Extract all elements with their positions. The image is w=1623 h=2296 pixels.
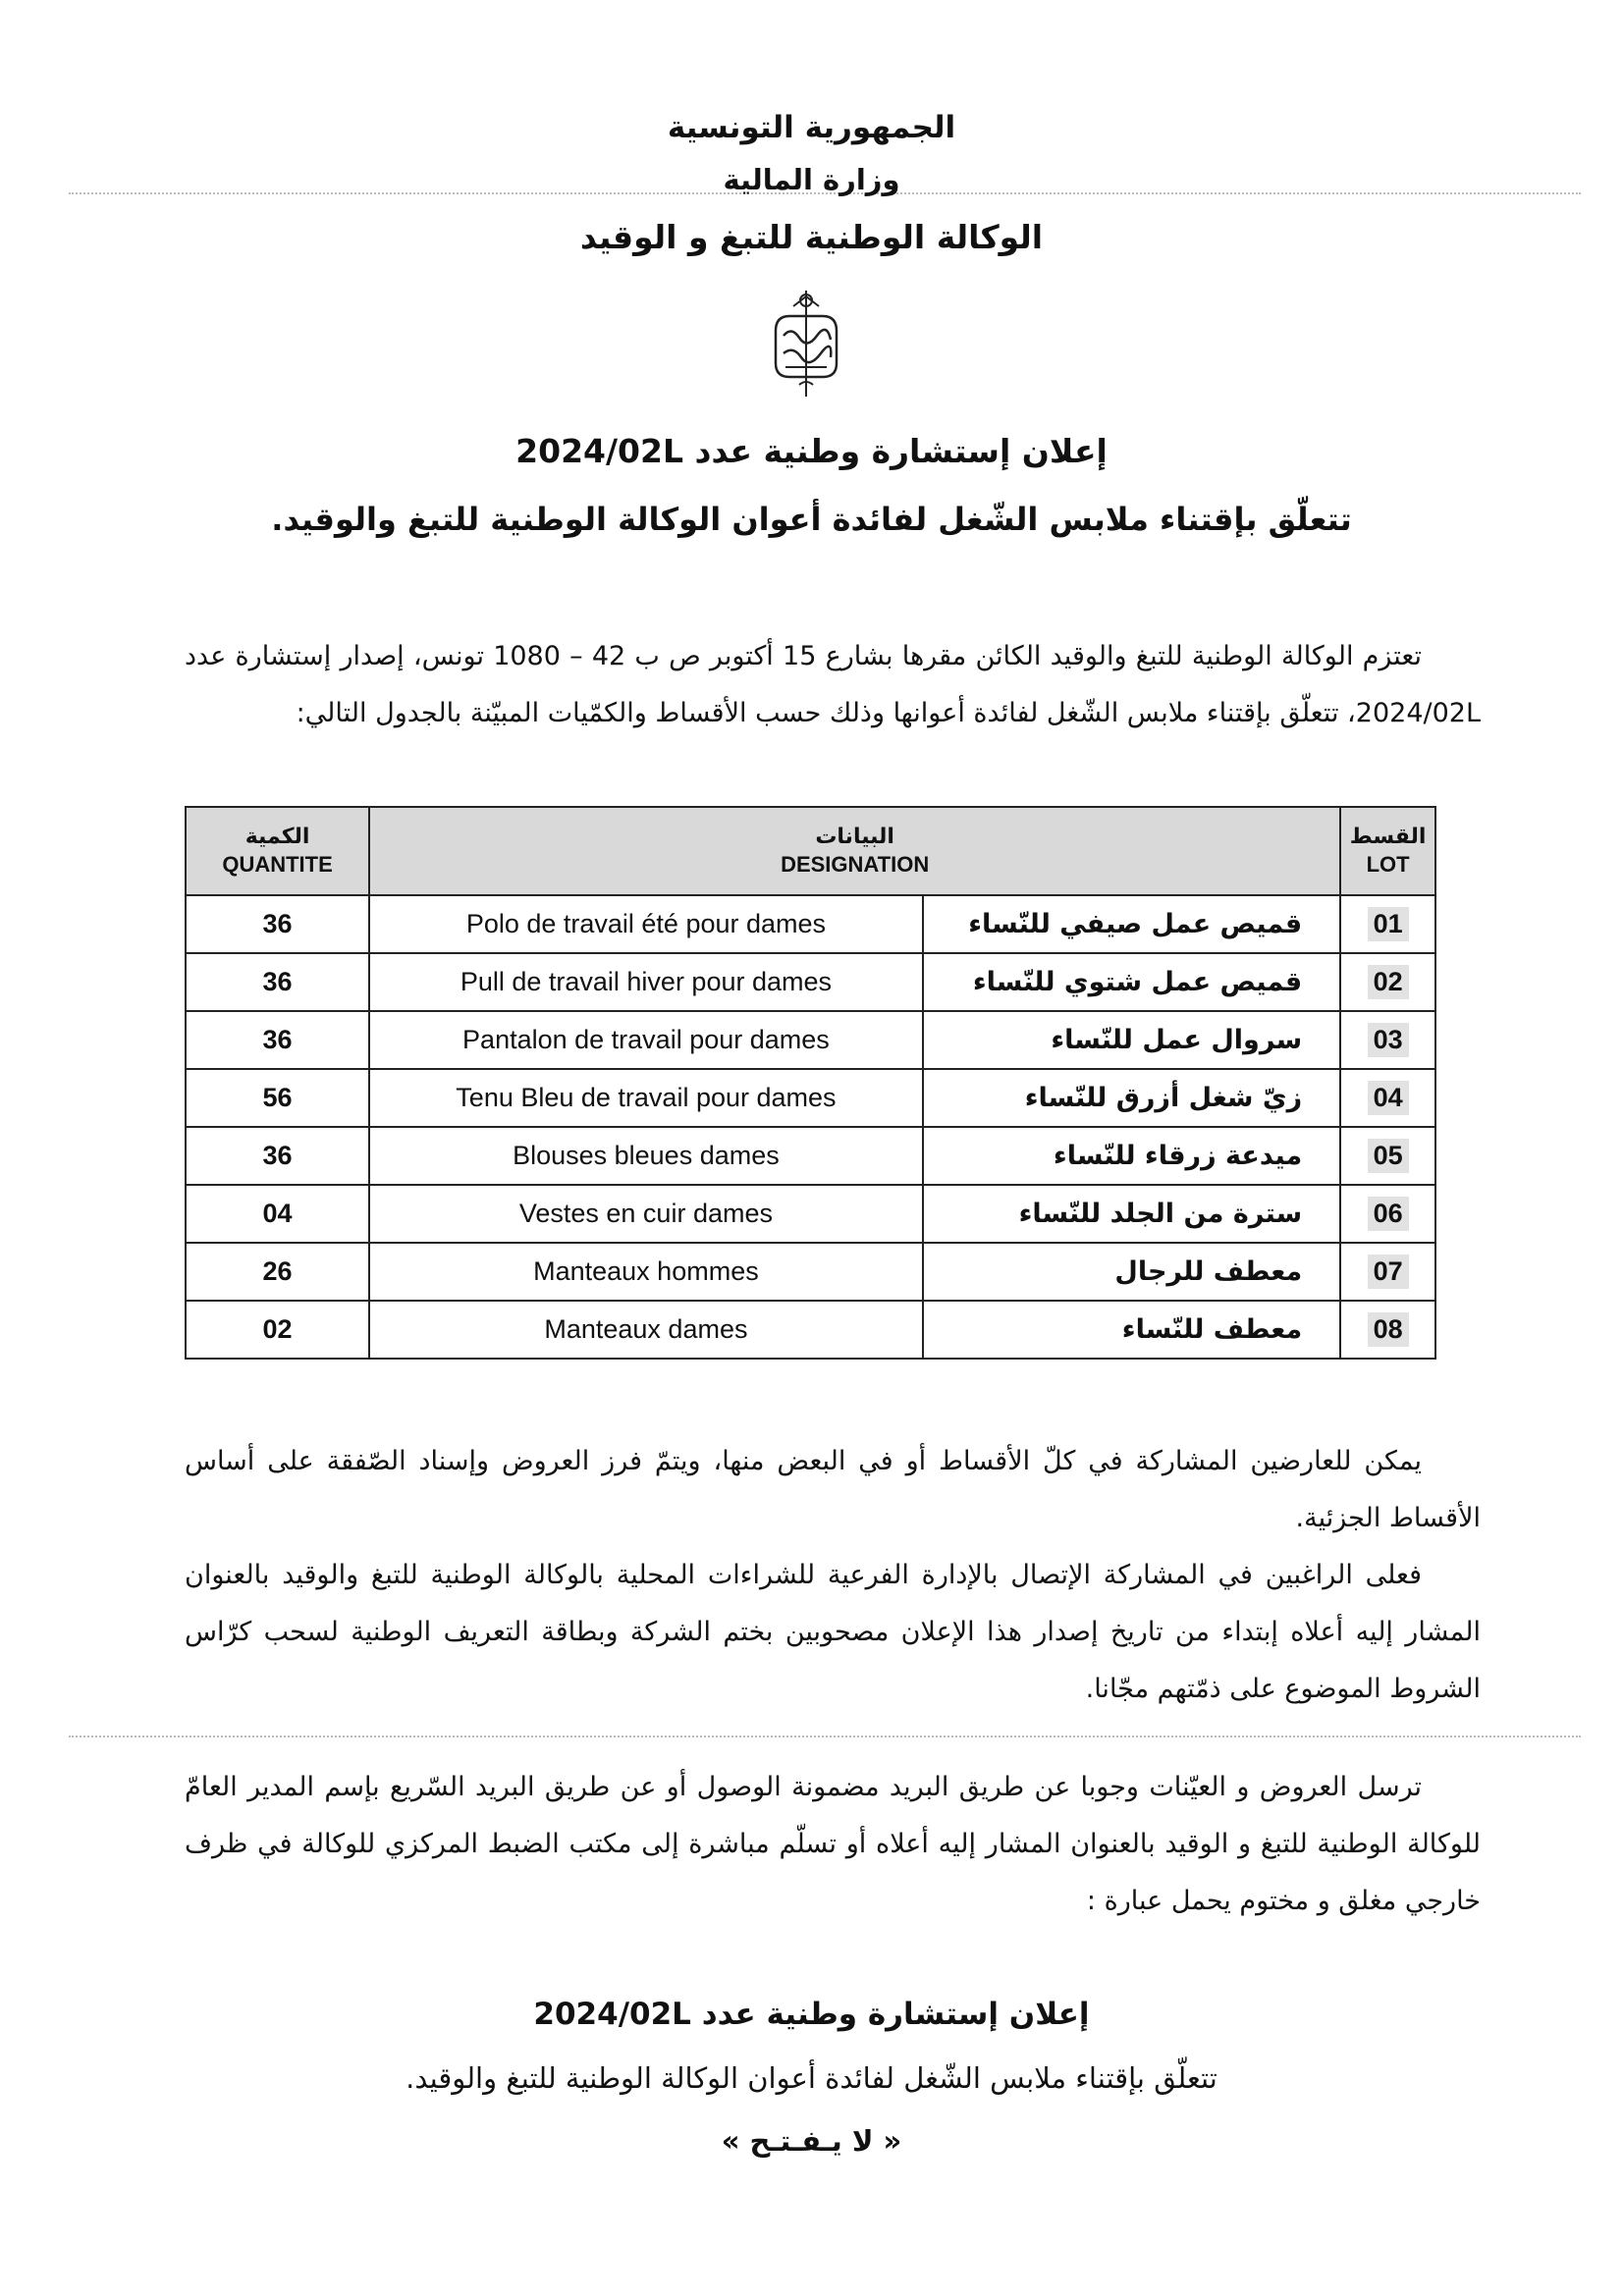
- quantity-cell: 36: [186, 1127, 369, 1185]
- table-row: [186, 895, 1435, 953]
- designation-fr-cell: Pull de travail hiver pour dames: [369, 953, 923, 1011]
- header-designation-ar: البيانات: [815, 825, 894, 849]
- table-row: [186, 1185, 1435, 1243]
- closing-subtitle: تتعلّق بإقتناء ملابس الشّغل لفائدة أعوان الوكالة الوطنية للتبغ والوقيد.: [406, 2061, 1217, 2095]
- lot-cell: [1340, 1185, 1435, 1243]
- lot-cell: [1340, 1069, 1435, 1127]
- lot-number: 01: [1368, 907, 1409, 941]
- designation-fr-cell: Tenu Bleu de travail pour dames: [369, 1069, 923, 1127]
- lot-cell: [1340, 1127, 1435, 1185]
- table-row: [186, 1243, 1435, 1301]
- table-row: [186, 1069, 1435, 1127]
- withdrawal-paragraph: فعلى الراغبين في المشاركة الإتصال بالإدارة الفرعية للشراءات المحلية بالوكالة الوطنية للتبغ والوقيد بالعنوان المشار إليه أعلاه إبتداء من تاريخ إصدار هذا الإعلان مصحوبين بختم الشركة وبطاقة التعريف الوطنية لسحب كرّاس الشروط الموضوع على ذمّتهم مجّانا.: [185, 1560, 1481, 1704]
- lot-number: 03: [1368, 1023, 1409, 1057]
- lot-cell: [1340, 1301, 1435, 1359]
- quantity-cell: 36: [186, 1011, 369, 1069]
- header-designation-fr: DESIGNATION: [781, 852, 930, 877]
- designation-ar-cell: ميدعة زرقاء للنّساء: [923, 1127, 1340, 1185]
- page-divider: [69, 1735, 1581, 1737]
- table-header-row: [186, 807, 1435, 895]
- table-row: [186, 1011, 1435, 1069]
- lot-cell: [1340, 895, 1435, 953]
- lot-number: 08: [1368, 1312, 1409, 1347]
- announcement-title: إعلان إستشارة وطنية عدد 2024/02L: [515, 432, 1108, 470]
- designation-fr-cell: Polo de travail été pour dames: [369, 895, 923, 953]
- designation-fr-cell: Manteaux hommes: [369, 1243, 923, 1301]
- header-quantity: [186, 807, 369, 895]
- header-ministry: وزارة المالية: [723, 163, 900, 196]
- submission-block: [185, 1759, 1481, 1930]
- lot-number: 05: [1368, 1139, 1409, 1173]
- announcement-subtitle: تتعلّق بإقتناء ملابس الشّغل لفائدة أعوان الوكالة الوطنية للتبغ والوقيد.: [271, 501, 1352, 538]
- lot-cell: [1340, 1243, 1435, 1301]
- header-lot-ar: القسط: [1349, 825, 1427, 849]
- header-quantity-fr: QUANTITE: [222, 852, 333, 877]
- lot-cell: [1340, 1011, 1435, 1069]
- designation-ar-cell: قميص عمل شتوي للنّساء: [923, 953, 1340, 1011]
- lot-number: 06: [1368, 1197, 1409, 1231]
- quantity-cell: 36: [186, 895, 369, 953]
- quantity-cell: 26: [186, 1243, 369, 1301]
- header-republic: الجمهورية التونسية: [667, 110, 956, 145]
- lot-number: 07: [1368, 1255, 1409, 1289]
- designation-ar-cell: زيّ شغل أزرق للنّساء: [923, 1069, 1340, 1127]
- closing-title: إعلان إستشارة وطنية عدد 2024/02L: [533, 1997, 1090, 2032]
- do-not-open-label: « لا يـفـتـح »: [721, 2124, 902, 2158]
- designation-fr-cell: Manteaux dames: [369, 1301, 923, 1359]
- quantity-cell: 04: [186, 1185, 369, 1243]
- lot-number: 04: [1368, 1081, 1409, 1115]
- designation-ar-cell: سترة من الجلد للنّساء: [923, 1185, 1340, 1243]
- header-agency: الوكالة الوطنية للتبغ و الوقيد: [579, 218, 1044, 256]
- quantity-cell: 56: [186, 1069, 369, 1127]
- designation-fr-cell: Blouses bleues dames: [369, 1127, 923, 1185]
- quantity-cell: 36: [186, 953, 369, 1011]
- submission-paragraph: ترسل العروض و العيّنات وجوبا عن طريق البريد مضمونة الوصول أو عن طريق البريد السّريع بإسم المدير العامّ للوكالة الوطنية للتبغ و الوقيد بالعنوان المشار إليه أعلاه أو تسلّم مباشرة إلى مكتب الضبط المركزي للوكالة في ظرف خارجي مغلق و مختوم يحمل عبارة :: [185, 1772, 1481, 1916]
- lot-cell: [1340, 953, 1435, 1011]
- header-lot-fr: LOT: [1366, 852, 1410, 877]
- header-lot: [1340, 807, 1435, 895]
- lots-table: [185, 806, 1436, 1360]
- participation-paragraph: يمكن للعارضين المشاركة في كلّ الأقساط أو في البعض منها، ويتمّ فرز العروض وإسناد الصّفقة على أساس الأقساط الجزئية.: [185, 1446, 1481, 1533]
- header-quantity-ar: الكمية: [244, 825, 310, 849]
- intro-text: تعتزم الوكالة الوطنية للتبغ والوقيد الكائن مقرها بشارع 15 أكتوبر ص ب 42 – 1080 تونس، إصدار إستشارة عدد 2024/02L، تتعلّق بإقتناء ملابس الشّغل لفائدة أعوانها وذلك حسب الأقساط والكمّيات المبيّنة بالجدول التالي:: [185, 641, 1481, 728]
- designation-ar-cell: معطف للرجال: [923, 1243, 1340, 1301]
- table-row: [186, 1127, 1435, 1185]
- designation-ar-cell: قميص عمل صيفي للنّساء: [923, 895, 1340, 953]
- table-row: [186, 953, 1435, 1011]
- designation-ar-cell: معطف للنّساء: [923, 1301, 1340, 1359]
- designation-fr-cell: Pantalon de travail pour dames: [369, 1011, 923, 1069]
- designation-ar-cell: سروال عمل للنّساء: [923, 1011, 1340, 1069]
- header-designation: [369, 807, 1340, 895]
- designation-fr-cell: Vestes en cuir dames: [369, 1185, 923, 1243]
- lot-number: 02: [1368, 965, 1409, 999]
- quantity-cell: 02: [186, 1301, 369, 1359]
- body-paragraphs: [185, 1433, 1481, 1718]
- intro-paragraph: [185, 628, 1481, 742]
- table-row: [186, 1301, 1435, 1359]
- agency-emblem-icon: [762, 287, 850, 400]
